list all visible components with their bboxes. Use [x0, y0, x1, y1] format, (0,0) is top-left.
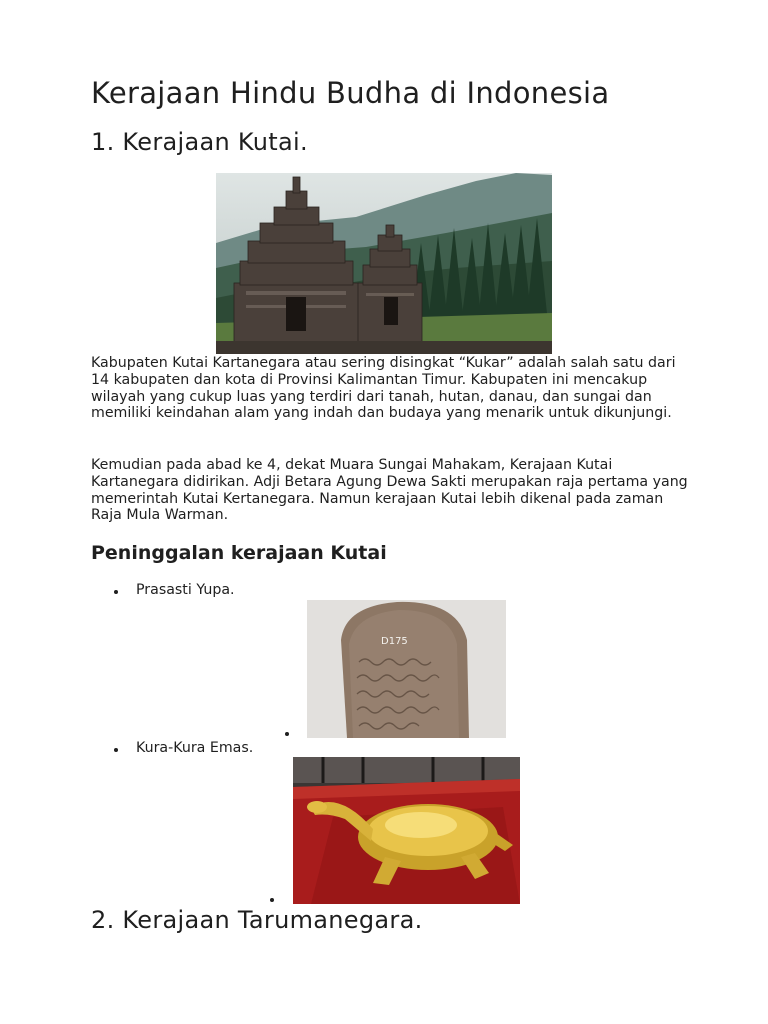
- paragraph-kukar: Kabupaten Kutai Kartanegara atau sering disingkat “Kukar” adalah salah satu dari 14 kabupaten dan kota di Provinsi Kalimantan Timur. Kabupaten ini mencakup wilayah yang cukup luas yang terdiri dari tanah, hutan, danau, dan sungai dan memiliki keindahan alam yang indah dan budaya yang menarik untuk dikunjungi.: [91, 355, 676, 422]
- image-bullet-marker: [285, 732, 289, 736]
- relic-label-yupa: Prasasti Yupa.: [136, 582, 235, 598]
- bullet-marker: [114, 748, 118, 752]
- image-bullet-marker: [270, 898, 274, 902]
- stone-inscription-label: D175: [381, 636, 408, 647]
- paragraph-history: Kemudian pada abad ke 4, dekat Muara Sungai Mahakam, Kerajaan Kutai Kartanegara didirikan. Adji Betara Agung Dewa Sakti merupakan raja pertama yang memerintah Kutai Kertanegara. Namun kerajaan Kutai lebih dikenal pada zaman Raja Mula Warman.: [91, 457, 688, 524]
- section-heading-tarumanegara: 2. Kerajaan Tarumanegara.: [91, 906, 423, 934]
- relic-label-kura-kura: Kura-Kura Emas.: [136, 740, 254, 756]
- temple-photo: [216, 173, 552, 354]
- subheading-relics: Peninggalan kerajaan Kutai: [91, 542, 387, 564]
- section-heading-kutai: 1. Kerajaan Kutai.: [91, 128, 308, 156]
- golden-turtle-photo: [293, 757, 520, 904]
- yupa-stone-photo: [307, 600, 506, 738]
- document-title: Kerajaan Hindu Budha di Indonesia: [91, 76, 610, 110]
- bullet-marker: [114, 590, 118, 594]
